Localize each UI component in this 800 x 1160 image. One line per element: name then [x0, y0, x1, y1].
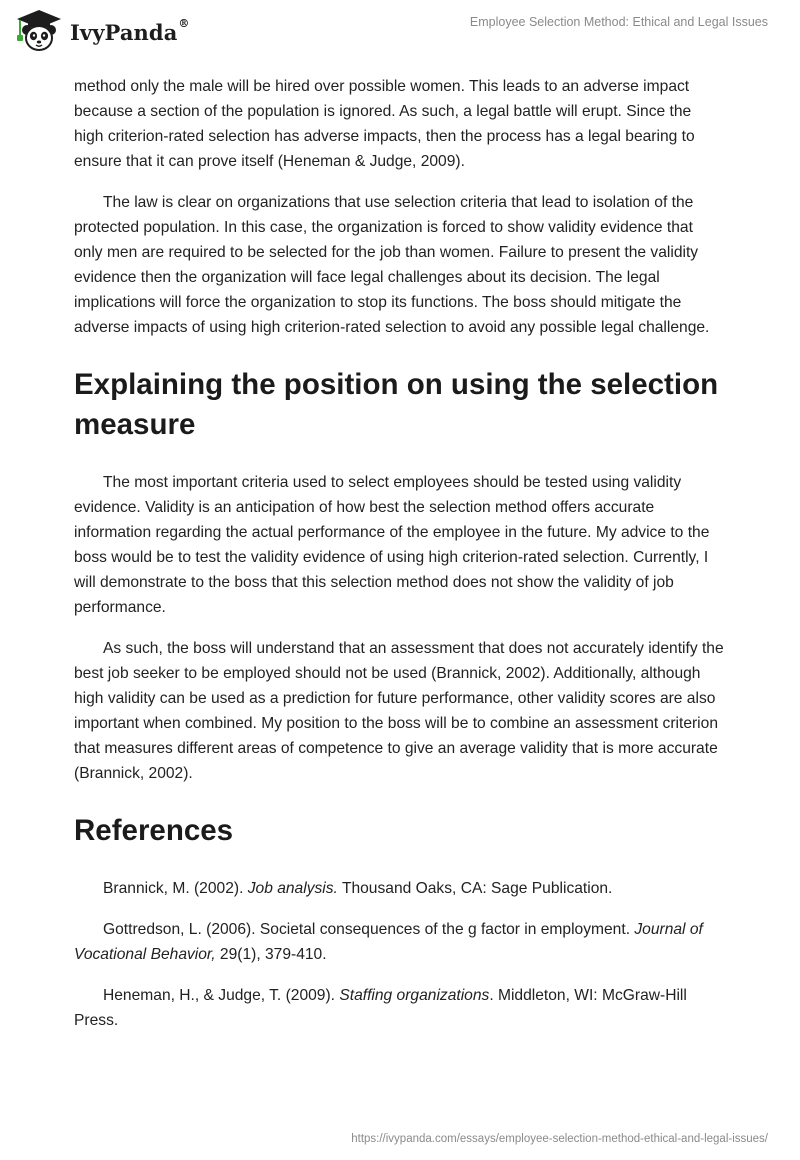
logo-wordmark: IvyPanda® — [70, 16, 190, 45]
paragraph: As such, the boss will understand that an assessment that does not accurately identify the best job seeker to be employed should not be used (Brannick, 2002). Additionally, although high validity can be used as a prediction for future performance, other validity scores are also important when combined. My position to the boss will be to combine an assessment criterion that measures different areas of competence to give an average validity that is more accurate (Brannick, 2002). — [74, 640, 724, 782]
ivypanda-logo[interactable] — [14, 8, 190, 52]
reference-item: Gottredson, L. (2006). Societal consequences of the g factor in employment. Journal of Vocational Behavior, 29(1), 379-410. — [74, 921, 703, 963]
paragraph: The most important criteria used to select employees should be tested using validity evidence. Validity is an anticipation of how best the selection method offers accurate information regarding the actual performance of the employee in the future. My advice to the boss would be to test the validity evidence of using high criterion-rated selection. Currently, I will demonstrate to the boss that this selection method does not show the validity of job performance. — [74, 474, 710, 616]
article-body — [74, 74, 724, 1049]
paragraph: method only the male will be hired over possible women. This leads to an adverse impact because a section of the population is ignored. As such, a legal battle will erupt. Since the high criterion-rated selection has adverse impacts, then the process has a legal bearing to ensure that it can prove itself (Heneman & Judge, 2009). — [74, 78, 695, 170]
page-header — [0, 0, 800, 66]
references-heading: References — [74, 814, 234, 847]
paragraph: The law is clear on organizations that use selection criteria that lead to isolation of the protected population. In this case, the organization is forced to show validity evidence that only men are required to be selected for the job than women. Failure to present the validity evidence then the organization will face legal challenges about its decision. The legal implications will force the organization to stop its functions. The boss should mitigate the adverse impacts of using high criterion-rated selection to avoid any possible legal challenge. — [74, 194, 710, 336]
reference-item: Heneman, H., & Judge, T. (2009). Staffing organizations. Middleton, WI: McGraw-Hill Press. — [74, 987, 687, 1029]
source-url[interactable]: https://ivypanda.com/essays/employee-selection-method-ethical-and-legal-issues/ — [351, 1133, 768, 1145]
document-title: Employee Selection Method: Ethical and Legal Issues — [469, 15, 768, 29]
panda-graduate-icon — [14, 8, 64, 52]
section-heading: Explaining the position on using the selection measure — [74, 368, 719, 441]
reference-item: Brannick, M. (2002). Job analysis. Thousand Oaks, CA: Sage Publication. — [103, 880, 613, 897]
